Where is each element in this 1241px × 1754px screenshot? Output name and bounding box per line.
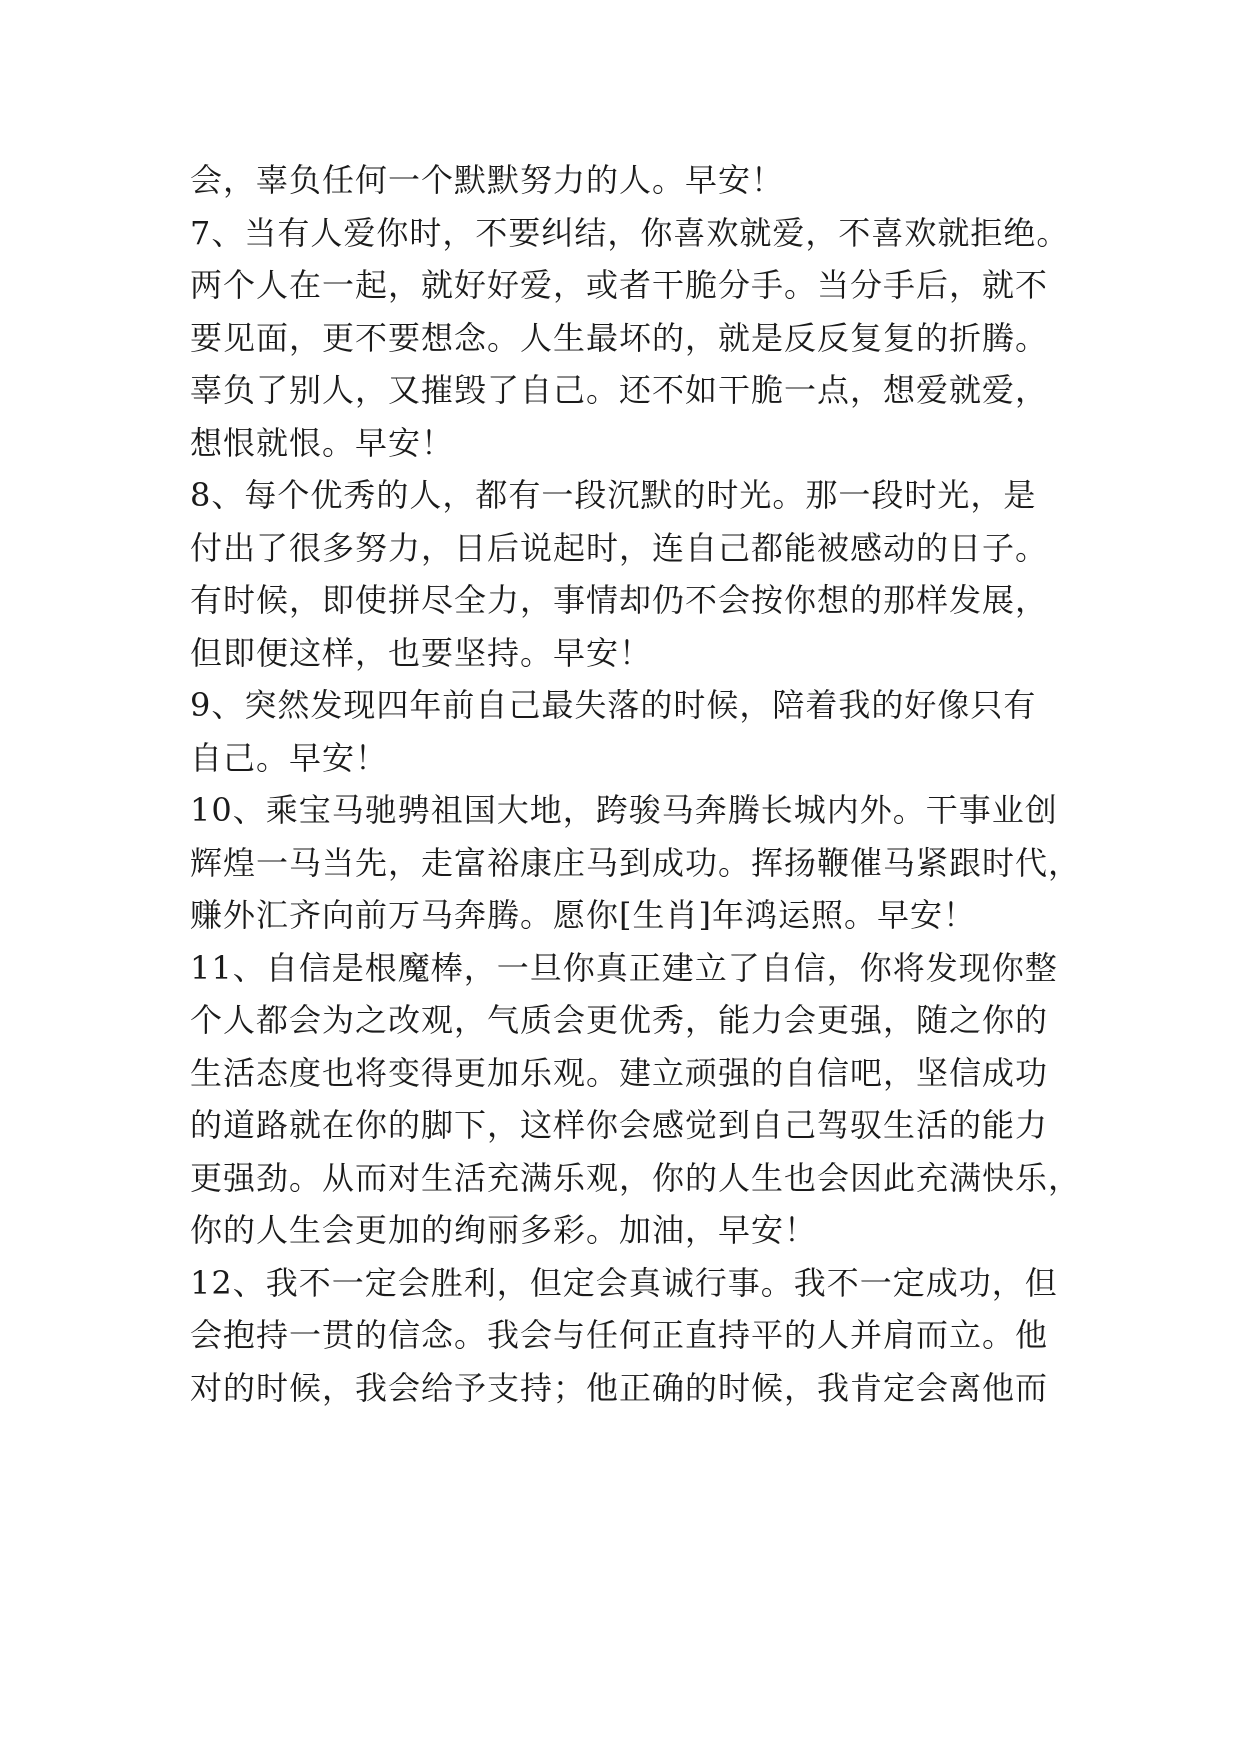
text-line: 有时候，即使拼尽全力，事情却仍不会按你想的那样发展， bbox=[190, 581, 1049, 619]
text-line: 生活态度也将变得更加乐观。建立顽强的自信吧，坚信成功 bbox=[190, 1053, 1049, 1092]
text-line: 辉煌一马当先，走富裕康庄马到成功。挥扬鞭催马紧跟时代， bbox=[190, 843, 1082, 882]
text-line: 赚外汇齐向前万马奔腾。愿你[生肖]年鸿运照。早安！ bbox=[190, 896, 976, 934]
text-line: 辜负了别人，又摧毁了自己。还不如干脆一点，想爱就爱， bbox=[190, 371, 1049, 409]
text-line: 会抱持一贯的信念。我会与任何正直持平的人并肩而立。他 bbox=[190, 1316, 1049, 1354]
text-line: 你的人生会更加的绚丽多彩。加油，早安！ bbox=[190, 1211, 818, 1249]
text-line: 7、当有人爱你时，不要纠结，你喜欢就爱，不喜欢就拒绝。 bbox=[190, 213, 1070, 252]
text-line: 对的时候，我会给予支持；他正确的时候，我肯定会离他而 bbox=[190, 1368, 1049, 1407]
text-line: 要见面，更不要想念。人生最坏的，就是反反复复的折腾。 bbox=[190, 318, 1049, 357]
text-line: 付出了很多努力，日后说起时，连自己都能被感动的日子。 bbox=[190, 528, 1049, 567]
text-line: 8、每个优秀的人，都有一段沉默的时光。那一段时光，是 bbox=[190, 476, 1037, 514]
text-line: 想恨就恨。早安！ bbox=[190, 423, 455, 462]
document-body bbox=[190, 154, 1082, 1414]
text-line: 但即便这样，也要坚持。早安！ bbox=[190, 633, 653, 672]
text-line: 更强劲。从而对生活充满乐观，你的人生也会因此充满快乐， bbox=[190, 1158, 1082, 1197]
text-line: 的道路就在你的脚下，这样你会感觉到自己驾驭生活的能力 bbox=[190, 1106, 1049, 1144]
text-line: 自己。早安！ bbox=[190, 738, 389, 777]
text-line: 12、我不一定会胜利，但定会真诚行事。我不一定成功，但 bbox=[190, 1263, 1058, 1302]
text-line: 9、突然发现四年前自己最失落的时候，陪着我的好像只有 bbox=[190, 686, 1037, 724]
text-line: 11、自信是根魔棒，一旦你真正建立了自信，你将发现你整 bbox=[190, 948, 1058, 987]
text-line: 会，辜负任何一个默默努力的人。早安！ bbox=[190, 161, 785, 199]
text-line: 两个人在一起，就好好爱，或者干脆分手。当分手后，就不 bbox=[190, 266, 1049, 304]
text-line: 10、乘宝马驰骋祖国大地，跨骏马奔腾长城内外。干事业创 bbox=[190, 791, 1058, 829]
text-line: 个人都会为之改观，气质会更优秀，能力会更强，随之你的 bbox=[190, 1001, 1049, 1039]
